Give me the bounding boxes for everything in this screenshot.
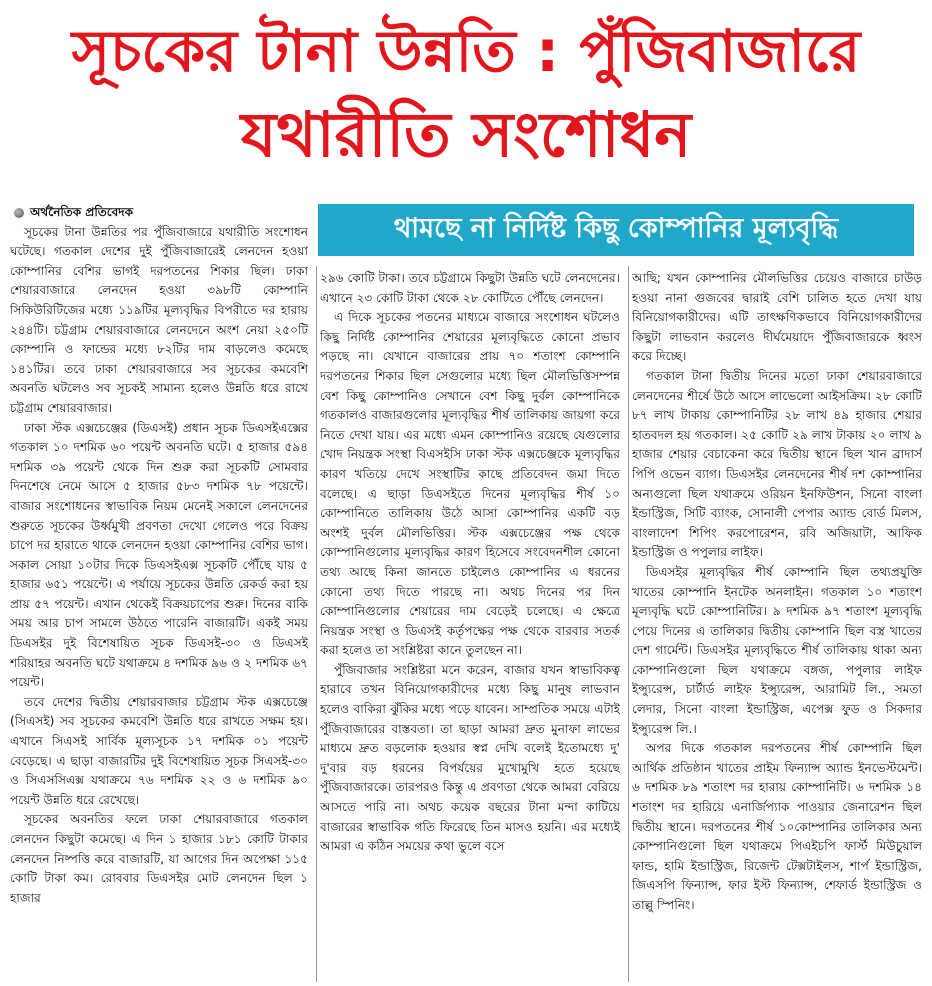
column-divider xyxy=(628,266,629,982)
paragraph: ঢাকা স্টক এক্সচেঞ্জের (ডিএসই) প্রধান সূচক ডিএসইএক্সের গতকাল ১০ দশমিক ৬০ পয়েন্ট অবনতি ঘটে। ৫ হাজার ৫৯৪ দশমিক ৩৯ পয়েন্ট থেকে দিন শুরু করা সূচকটি সোমবার দিনশেষে নেমে আসে ৫ হাজার ৫৮৩ দশমিক ৭৮ পয়েন্টে। বাজার সংশোধনের স্বাভাবিক নিয়ম মেনেই সকালে লেনদেনের শুরুতে সূচকের উর্ধ্বমুখী প্রবণতা দেখো গেলেও পরে বিক্রয় চাপে দর হারাতে থাকে লেনদেন হওয়া কোম্পানির বেশির ভাগ। সকাল সোয়া ১০টার দিকে ডিএসইএক্স সূচকটি পৌঁছে যায় ৫ হাজার ৬৫১ পয়েন্টে। এ পর্যায়ে সূচকের উন্নতি রেকর্ড করা হয় প্রায় ৫৭ পয়েন্ট। এখান থেকেই বিক্রয়চাপের শুরু। দিনের বাকি সময় আর চাপ সামলে উঠতে পারেনি বাজারটি। একই সময় ডিএসইর দুই বিশেষায়িত সূচক ডিএসই-৩০ ও ডিএসই শরিয়াহর অবনতি ঘটে যথাক্রমে ৪ দশমিক ৯৬ ও ২ দশমিক ৬৭ পয়েন্ট। xyxy=(10,420,308,690)
headline-line-1: সূচকের টানা উন্নতি : পুঁজিবাজারে xyxy=(71,17,861,85)
column-divider xyxy=(316,266,317,982)
paragraph: ২৯৬ কোটি টাকা। তবে চট্টগ্রামে কিছুটা উন্নতি ঘটে লেনদেনের। এখানে ২৩ কোটি টাকা থেকে ২৮ কোটিতে পৌঁছে লেনদেন। xyxy=(320,271,620,305)
byline xyxy=(14,203,308,223)
paragraph: ডিএসইর মূল্যবৃদ্ধির শীর্ষ কোম্পানি ছিল তথ্যপ্রযুক্তি খাতের কোম্পানি ইনটেক অনলাইন। গতকাল ১০ শতাংশ মূল্যবৃদ্ধি ঘটে কোম্পানিটির। ৯ দশমিক ৯৭ শতাংশ মূল্যবৃদ্ধি পেয়ে দিনের এ তালিকার দ্বিতীয় কোম্পানি ছিল বস্ত্র খাতের দেশ গার্মেন্ট। ডিএসইর মূল্যবৃদ্ধিতে শীর্ষ তালিকায় থাকা অন্য কোম্পানিগুলো ছিল যথাক্রমে বঙ্গজ, পপুলার লাইফ ইন্স্যুরেন্স, চার্টার্ড লাইফ ইন্স্যুরেন্স, আরামিট লি., সমতা লেদার, সিনো বাংলা ইন্ডাস্ট্রিজ, এপেক্স ফুড ও সিকদার ইন্স্যুরেন্স লি.। xyxy=(632,564,922,736)
paragraph: সূচকের অবনতির ফলে ঢাকা শেয়ারবাজারে গতকাল লেনদেন কিছুটা কমেছে। এ দিন ১ হাজার ১৮১ কোটি টাকার লেনদেন নিষ্পত্তি করে বাজারটি, যা আগের দিন অপেক্ষা ১১৫ কোটি টাকা কম। রোববার ডিএসইর মোট লেনদেন ছিল ১ হাজার xyxy=(10,812,308,905)
paragraph: এ দিকে সূচকের পতনের মাধ্যমে বাজারে সংশোধন ঘটলেও কিছু নির্দিষ্ট কোম্পানির শেয়ারের মূল্যবৃদ্ধিতে কোনো প্রভাব পড়ছে না। যেখানে বাজারের প্রায় ৭০ শতাংশ কোম্পানি দরপতনের শিকার ছিল সেগুলোর মধ্যে ছিল মৌলভিত্তিসম্পন্ন বেশ কিছু কোম্পানিও সেখানে বেশ কিছু দুর্বল কোম্পানিকে গতকালও বাজারগুলোর মূল্যবৃদ্ধির শীর্ষ তালিকায় জায়গা করে নিতে দেখা যায়। এর মধ্যে এমন কোম্পানিও রয়েছে যেগুলোর খোদ নিয়ন্ত্রক সংস্থা বিএসইসি ঢাকা স্টক এক্সচেঞ্জকে মূল্যবৃদ্ধির কারণ খতিয়ে দেখে সংস্থাটির কাছে প্রতিবেদন জমা দিতে বলেছে। এ ছাড়া ডিএসইতে দিনের মূল্যবৃদ্ধির শীর্ষ ১০ কোম্পানিতে তালিকায় উঠে আসা কোম্পানির একটি বড় অংশই দুর্বল মৌলভিত্তির। স্টক এক্সচেঞ্জের পক্ষ থেকে কোম্পানিগুলোর মূল্যবৃদ্ধির কারণ হিসেবে সংবেদনশীল কোনো তথ্য আছে কিনা জানতে চাইলেও কোম্পানির এ ধরনের কোনো তথ্য দিতে পারছে না। অথচ দিনের পর দিন কোম্পানিগুলোর শেয়ারের দাম বেড়েই চলেছে। এ ক্ষেত্রে নিয়ন্ত্রক সংস্থা ও ডিএসই কর্তৃপক্ষের পক্ষ থেকে বারবার সতর্ক করা হলেও তা সংশ্লিষ্টরা কানে তুলছেন না। xyxy=(320,310,620,658)
article-column-3 xyxy=(632,269,922,981)
byline-text: অর্থনৈতিক প্রতিবেদক xyxy=(30,205,133,219)
paragraph: অপর দিকে গতকাল দরপতনের শীর্ষ কোম্পানি ছিল আর্থিক প্রতিষ্ঠান খাতের প্রাইম ফিন্যান্স অ্যান্ড ইনভেস্টমেন্ট। ৬ দশমিক ৮৯ শতাংশ দর হারায় কোম্পানিটি। ৬ দশমিক ১৪ শতাংশ দর হারিয়ে এনার্জিপ্যাক পাওয়ার জেনারেশন ছিল দ্বিতীয় স্থানে। দরপতনের শীর্ষ ১০কোম্পানির তালিকার অন্য কোম্পানিগুলো ছিল যথাক্রমে পিএইচপি ফার্স্ট মিউচুয়াল ফান্ড, হামি ইন্ডাস্ট্রিজ, রিজেন্ট টেক্সটাইলস, শার্প ইন্ডাস্ট্রিজ, জিএসপি ফিন্যান্স, ফার ইস্ট ফিন্যান্স, শেফার্ড ইন্ডাস্ট্রিজ ও তাল্লু স্পিনিং। xyxy=(632,741,922,912)
bullet-icon xyxy=(14,208,24,218)
paragraph: পুঁজিবাজার সংশ্লিষ্টরা মনে করেন, বাজার যখন স্বাভাবিকত্ব হারাবে তখন বিনিয়োগকারীদের মধ্যে কিছু মানুষ লাভবান হলেও বাকিরা ঝুঁকির মধ্যে পড়ে যাবেন। সাম্প্রতিক সময়ে এটাই পুঁজিবাজারের বাস্তবতা। তা ছাড়া আমরা দ্রুত মুনাফা লাভের মাধ্যমে দ্রুত বড়লোক হওয়ার স্বপ্ন দেখি বলেই ইতোমধ্যে দু' দু'বার বড় ধরনের বিপর্যয়ের মুখোমুখি হতে হয়েছে পুঁজিবাজারকে। তারপরও কিন্তু এ প্রবণতা থেকে আমরা বেরিয়ে আসতে পারি না। অথচ কয়েক বছরের টানা মন্দা কাটিয়ে বাজারের স্বাভাবিক গতি ফিরেছে তিন মাসও হয়নি। এর মধ্যেই আমরা এ কঠিন সময়ের কথা ভুলে বসে xyxy=(320,662,620,854)
paragraph: সূচকের টানা উন্নতির পর পুঁজিবাজারে যথারীতি সংশোধন ঘটেছে। গতকাল দেশের দুই পুঁজিবাজারেই লেনদেন হওয়া কোম্পানির বেশির ভাগই দরপতনের শিকার ছিল। ঢাকা শেয়ারবাজারে লেনদেন হওয়া ৩৯৮টি কোম্পানি সিকিউরিটিজের মধ্যে ১১৯টির মূল্যবৃদ্ধির বিপরীতে দর হারায় ২৪৪টি। চট্টগ্রাম শেয়ারবাজারে লেনদেনে অংশ নেয়া ২৫০টি কোম্পানি ও ফান্ডের মধ্যে ৮২টির দাম বাড়লেও কমেছে ১৪১টির। তবে ঢাকা শেয়ারবাজারে সব সূচকের কমবেশি অবনতি ঘটলেও সব সূচকই সামান্য হলেও উন্নতি ধরে রাখে চট্টগ্রাম শেয়ারবাজার। xyxy=(10,224,308,415)
headline-line-2: যথারীতি সংশোধন xyxy=(240,98,692,171)
article-column-2 xyxy=(320,269,620,981)
article-column-1 xyxy=(10,203,308,981)
paragraph: গতকাল টানা দ্বিতীয় দিনের মতো ঢাকা শেয়ারবাজারে লেনদেনের শীর্ষে উঠে আসে লাভেলো আইসক্রিম। ২৮ কোটি ৮৭ লাখ টাকায় কোম্পানিটির ২৮ লাখ ৪৯ হাজার শেয়ার হাতবদল হয় গতকাল। ২৫ কোটি ২৯ লাখ টাকায় ২০ লাখ ৯ হাজার শেয়ার বেচাকেনা করে দ্বিতীয় স্থানে ছিল খান ব্রাদার্স পিপি ওভেন ব্যাগ। ডিএসইর লেনদেনের শীর্ষ দশ কোম্পানির অন্যগুলো ছিল যথাক্রমে ওরিয়ন ইনফিউশন, সিনো বাংলা ইন্ডাস্ট্রিজ, সিটি ব্যাংক, সোনালী পেপার অ্যান্ড বোর্ড মিলস, বাংলাদেশ শিপিং করপোরেশন, রবি অজিয়াটা, আফিক ইন্ডাস্ট্রিজ ও পপুলার লাইফ। xyxy=(632,368,922,560)
paragraph: তবে দেশের দ্বিতীয় শেয়ারবাজার চট্টগ্রাম স্টক এক্সচেঞ্জে (সিএসই) সব সূচকের কমবেশি উন্নতি ধরে রাখতে সক্ষম হয়। এখানে সিএসই সার্বিক মূল্যসূচক ১৭ দশমিক ০১ পয়েন্ট বেড়েছে। এ ছাড়া বাজারটির দুই বিশেষায়িত সূচক সিএসই-৩০ ও সিএসসিএক্স যথাক্রমে ৭৬ দশমিক ২২ ও ৬ দশমিক ৯০ পয়েন্ট উন্নতি ধরে রেখেছে। xyxy=(10,694,308,807)
subheadline-text: থামছে না নির্দিষ্ট কিছু কোম্পানির মূল্যবৃদ্ধি xyxy=(393,212,839,244)
article-body xyxy=(10,203,922,983)
paragraph: আছি; যখন কোম্পানির মৌলভিত্তির চেয়েও বাজারে চাউড় হওয়া নানা গুজবের দ্বারাই বেশি চালিত হতে দেখা যায় বিনিয়োগকারীদের। এটি তাৎক্ষণিকভাবে বিনিয়োগকারীদের কিছুটা লাভবান করলেও দীর্ঘমেয়াদে পুঁজিবাজারকে ধ্বংস করে দিচ্ছে। xyxy=(632,271,922,364)
